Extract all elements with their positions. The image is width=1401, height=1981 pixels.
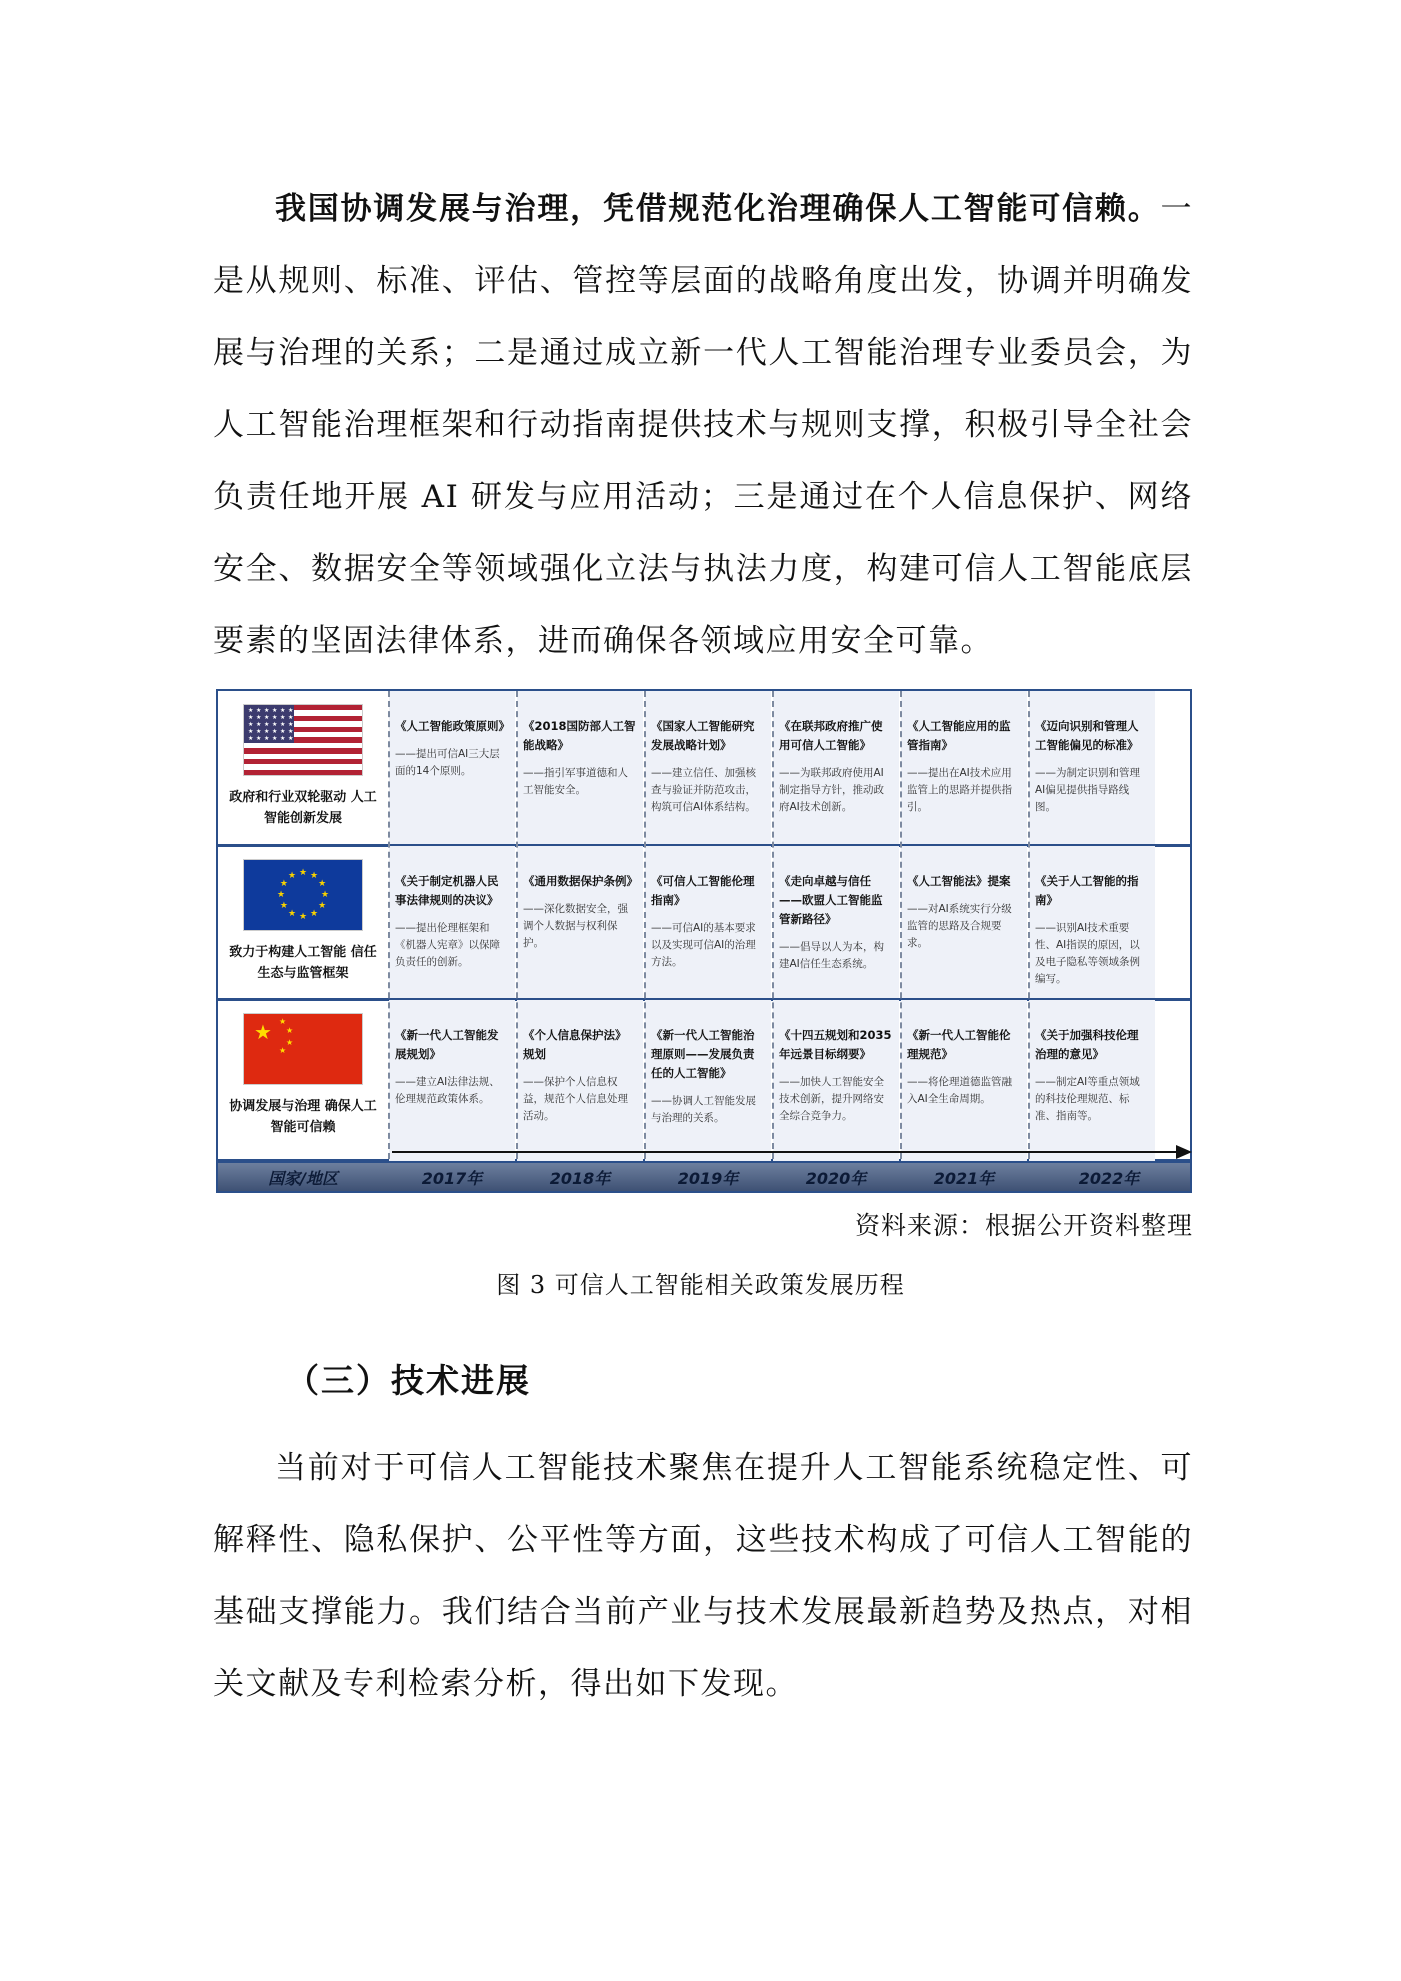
policy-description: ——倡导以人为本，构建AI信任生态系统。 (779, 941, 884, 970)
policy-cell (389, 846, 515, 998)
column-divider (900, 691, 902, 1159)
policy-title: 《2018国防部人工智能战略》 (523, 719, 636, 752)
year-axis-bar (216, 1161, 1192, 1193)
policy-cell (645, 1000, 771, 1161)
section-heading: （三）技术进展 (286, 1361, 531, 1400)
policy-title: 《走向卓越与信任——欧盟人工智能监管新路径》 (779, 874, 883, 926)
policy-title: 《关于加强科技伦理治理的意见》 (1035, 1028, 1139, 1061)
column-divider (644, 691, 646, 1159)
policy-title: 《可信人工智能伦理指南》 (651, 874, 755, 907)
policy-title: 《十四五规划和2035年远景目标纲要》 (779, 1028, 892, 1061)
policy-cell (773, 846, 899, 998)
policy-description: ——提出在AI技术应用监管上的思路并提供指引。 (907, 767, 1012, 813)
region-label: 政府和行业双轮驱动 人工智能创新发展 (229, 790, 377, 826)
policy-title: 《人工智能法》提案 (907, 874, 1011, 888)
policy-description: ——对AI系统实行分级监管的思路及合规要求。 (907, 903, 1012, 949)
axis-label-year: 2019年 (677, 1169, 739, 1188)
policy-description: ——保护个人信息权益，规范个人信息处理活动。 (523, 1076, 628, 1122)
policy-title: 《新一代人工智能伦理规范》 (907, 1028, 1011, 1061)
region-cell (218, 691, 388, 844)
policy-title: 《在联邦政府推广使用可信人工智能》 (779, 719, 883, 752)
column-divider (516, 691, 518, 1159)
policy-description: ——提出伦理框架和《机器人宪章》以保障负责任的创新。 (395, 922, 500, 968)
section-paragraph: 当前对于可信人工智能技术聚焦在提升人工智能系统稳定性、可解释性、隐私保护、公平性等方面，这些技术构成了可信人工智能的基础支撑能力。我们结合当前产业与技术发展最新趋势及热点，对相关文献及专利检索分析，得出如下发现。 (213, 1450, 1193, 1702)
policy-cell (1029, 1000, 1155, 1161)
policy-title: 《人工智能应用的监管指南》 (907, 719, 1011, 752)
axis-label-year: 2017年 (421, 1169, 483, 1188)
timeline-arrow-icon (1176, 1145, 1192, 1159)
policy-description: ——加快人工智能安全技术创新，提升网络安全综合竞争力。 (779, 1076, 884, 1122)
policy-title: 《人工智能政策原则》 (395, 719, 510, 733)
policy-cell (1029, 846, 1155, 998)
region-cell (218, 1000, 388, 1161)
cn-flag-icon: ★ ★ ★ ★ ★ (244, 1014, 362, 1084)
timeline-axis-line (392, 1151, 1182, 1153)
policy-title: 《通用数据保护条例》 (523, 874, 638, 888)
policy-description: ——识别AI技术重要性、AI指误的原因，以及电子隐私等领域条例编写。 (1035, 922, 1140, 985)
region-cell (218, 846, 388, 998)
figure-source: 资料来源：根据公开资料整理 (854, 1211, 1193, 1240)
policy-description: ——深化数据安全，强调个人数据与权利保护。 (523, 903, 628, 949)
axis-label-year: 2020年 (805, 1169, 867, 1188)
region-label: 协调发展与治理 确保人工智能可信赖 (229, 1099, 377, 1135)
policy-timeline-figure (216, 689, 1192, 1200)
policy-cell (773, 1000, 899, 1161)
policy-title: 《关于制定机器人民事法律规则的决议》 (395, 874, 499, 907)
policy-cell (389, 691, 515, 844)
policy-description: ——为联邦政府使用AI制定指导方针，推动政府AI技术创新。 (779, 767, 884, 813)
policy-description: ——建立信任、加强核查与验证并防范攻击，构筑可信AI体系结构。 (651, 767, 756, 813)
policy-title: 《国家人工智能研究发展战略计划》 (651, 719, 755, 752)
policy-title: 《关于人工智能的指南》 (1035, 874, 1139, 907)
policy-cell (773, 691, 899, 844)
policy-description: ——指引军事道德和人工智能安全。 (523, 767, 628, 796)
policy-title: 《新一代人工智能治理原则——发展负责任的人工智能》 (651, 1028, 755, 1080)
column-divider (772, 691, 774, 1159)
policy-description: ——为制定识别和管理AI偏见提供指导路线图。 (1035, 767, 1140, 813)
policy-cell (389, 1000, 515, 1161)
eu-flag-icon: ★ ★ ★ ★ ★ ★ ★ ★ ★ ★ ★ ★ (244, 860, 362, 930)
policy-grid (216, 689, 1192, 1161)
body-paragraph (213, 173, 1193, 677)
axis-label-region: 国家/地区 (268, 1169, 338, 1188)
policy-description: ——协调人工智能发展与治理的关系。 (651, 1095, 756, 1124)
paragraph-lead: 我国协调发展与治理，凭借规范化治理确保人工智能可信赖。 (275, 191, 1161, 227)
policy-title: 《新一代人工智能发展规划》 (395, 1028, 499, 1061)
policy-cell (1029, 691, 1155, 844)
policy-description: ——建立AI法律法规、伦理规范政策体系。 (395, 1076, 500, 1105)
policy-title: 《个人信息保护法》规划 (523, 1028, 627, 1061)
axis-label-year: 2021年 (933, 1169, 995, 1188)
policy-cell (645, 846, 771, 998)
column-divider (1028, 691, 1030, 1159)
policy-cell (517, 1000, 643, 1161)
policy-cell (901, 691, 1027, 844)
policy-title: 《迈向识别和管理人工智能偏见的标准》 (1035, 719, 1139, 752)
axis-label-year: 2018年 (549, 1169, 611, 1188)
policy-cell (901, 1000, 1027, 1161)
us-flag-icon: ★ ★ ★ ★ ★ ★ ★ ★ ★ ★ ★ ★ ★ ★ ★ ★ ★ ★ ★ ★ ★ ★ ★ ★ ★ ★ ★ ★ ★ ★ (244, 705, 362, 775)
policy-description: ——制定AI等重点领域的科技伦理规范、标准、指南等。 (1035, 1076, 1140, 1122)
column-divider (388, 691, 390, 1159)
policy-description: ——将伦理道德监管融入AI全生命周期。 (907, 1076, 1012, 1105)
paragraph-body: 一是从规则、标准、评估、管控等层面的战略角度出发，协调并明确发展与治理的关系；二是通过成立新一代人工智能治理专业委员会，为人工智能治理框架和行动指南提供技术与规则支撑，积极引导全社会负责任地开展 AI 研发与应用活动；三是通过在个人信息保护、网络安全、数据安全等领域强化立法与执法力度，构建可信人工智能底层要素的坚固法律体系，进而确保各领域应用安全可靠。 (213, 191, 1193, 659)
policy-description: ——可信AI的基本要求以及实现可信AI的治理方法。 (651, 922, 756, 968)
region-label: 致力于构建人工智能 信任生态与监管框架 (229, 945, 377, 981)
axis-label-year: 2022年 (1078, 1169, 1140, 1188)
policy-description: ——提出可信AI三大层面的14个原则。 (395, 748, 500, 777)
policy-cell (517, 691, 643, 844)
policy-cell (645, 691, 771, 844)
policy-cell (901, 846, 1027, 998)
figure-caption: 图 3 可信人工智能相关政策发展历程 (496, 1271, 905, 1299)
policy-cell (517, 846, 643, 998)
